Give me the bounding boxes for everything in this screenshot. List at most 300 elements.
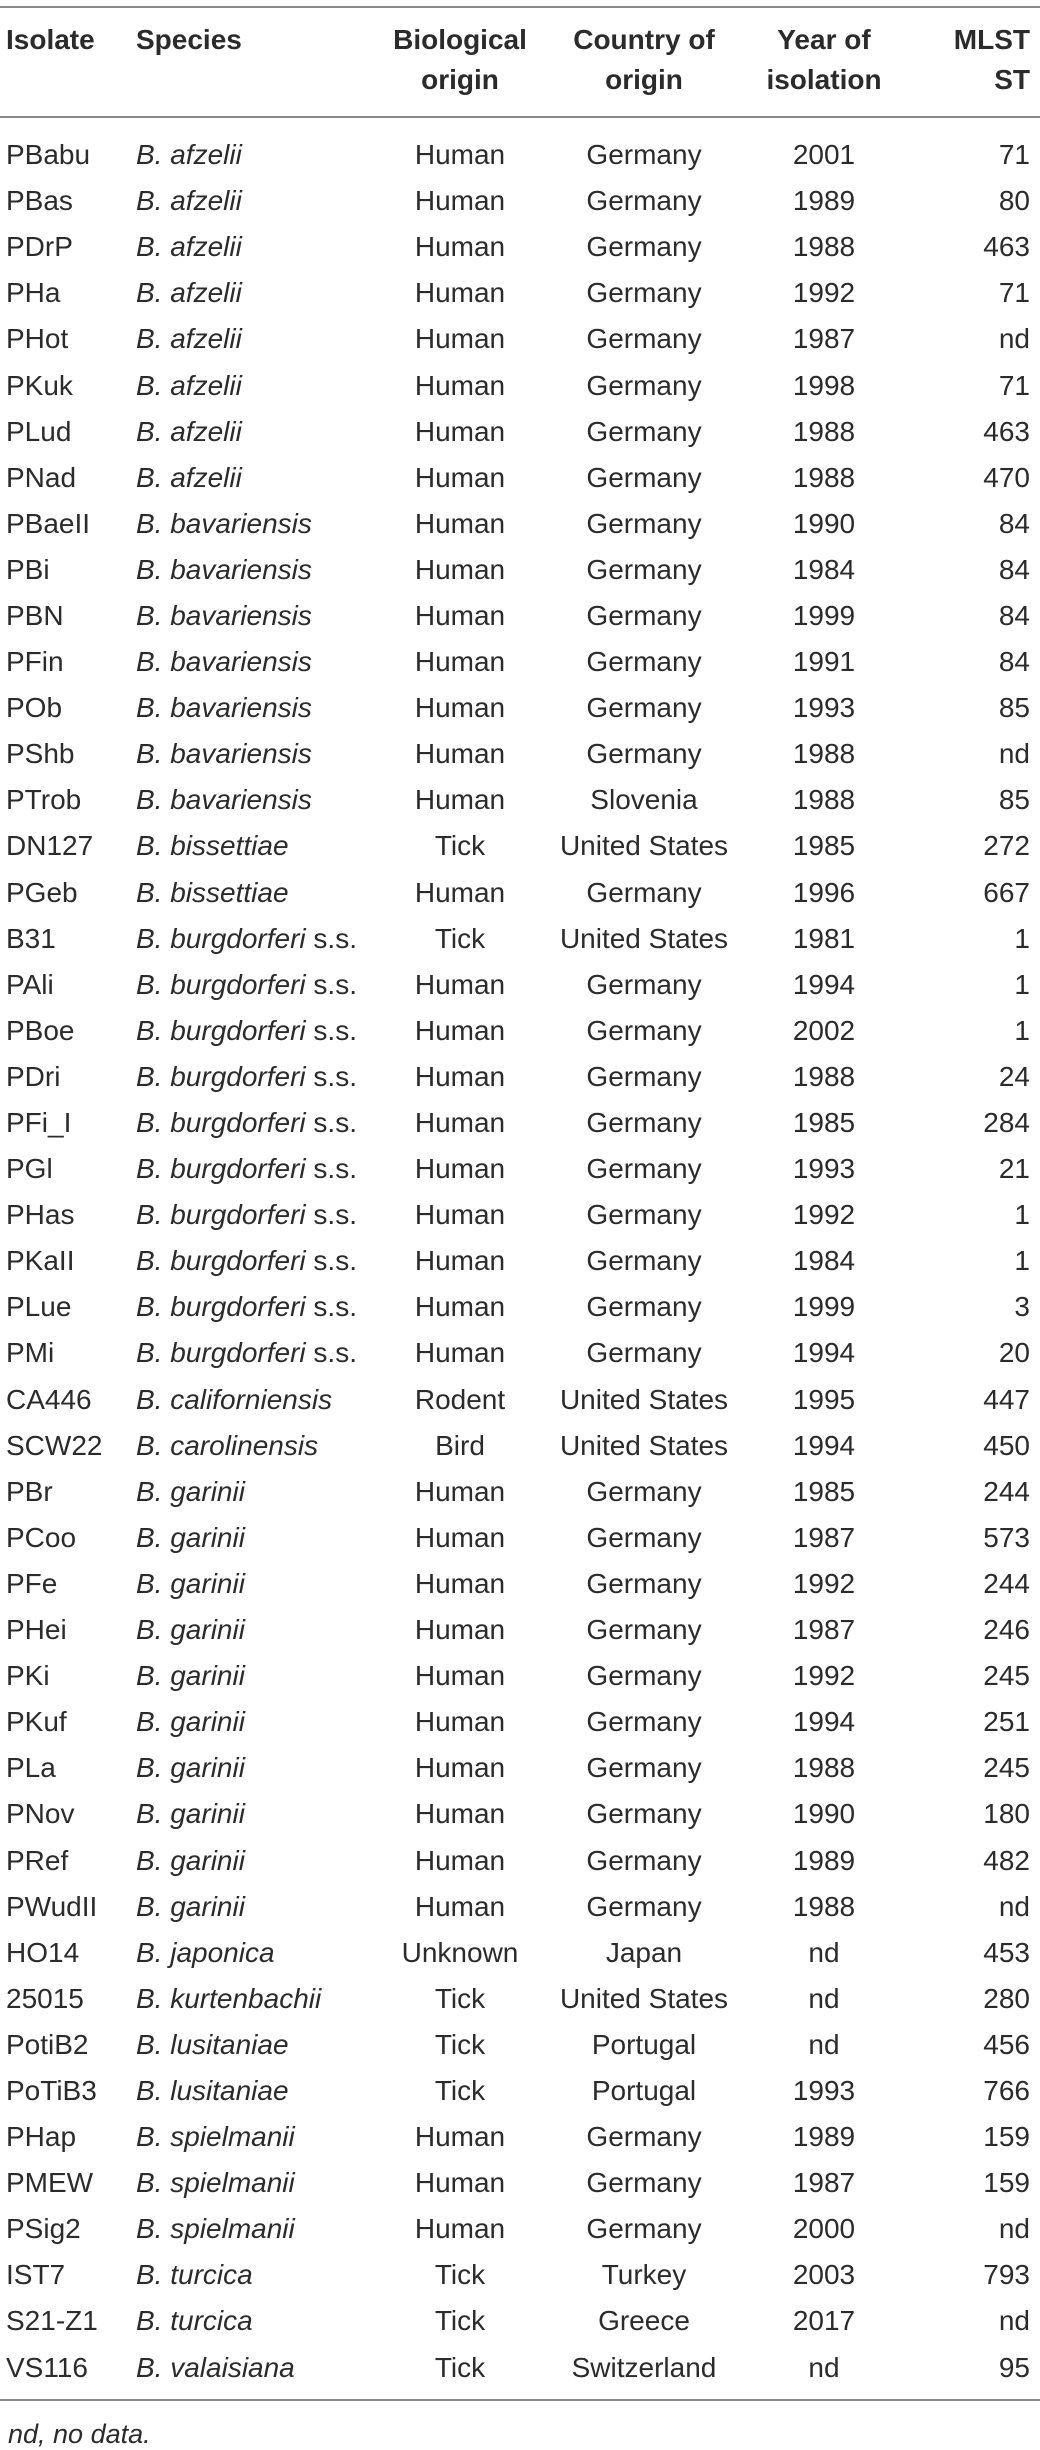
biological-origin-cell: Human — [414, 692, 506, 724]
biological-origin-cell: Human — [414, 1798, 506, 1830]
table-row — [0, 547, 1040, 593]
species-cell — [136, 1330, 380, 1376]
isolate-cell: PWudII — [6, 1890, 98, 1922]
isolate-cell: PDri — [6, 1060, 61, 1092]
species-suffix: s.s. — [305, 1337, 357, 1369]
biological-origin-cell: Human — [414, 1752, 506, 1784]
species-cell — [136, 1469, 380, 1515]
isolate-cell: PMi — [6, 1337, 55, 1369]
mlst-st-cell: 245 — [983, 1752, 1030, 1784]
year-cell: 1992 — [792, 277, 856, 309]
species-cell — [136, 1100, 380, 1146]
species-name: B. kurtenbachii — [136, 1982, 322, 2014]
country-cell: Germany — [586, 185, 702, 217]
year-cell: nd — [748, 2345, 900, 2400]
biological-origin-cell: Human — [414, 1706, 506, 1738]
year-cell: 1988 — [792, 1890, 856, 1922]
isolate-cell: DN127 — [6, 830, 94, 862]
isolate-cell: PKuk — [6, 369, 73, 401]
biological-origin-cell: Human — [414, 1153, 506, 1185]
species-name: B. burgdorferi — [136, 1199, 306, 1231]
table-row — [0, 639, 1040, 685]
year-cell: 2000 — [792, 2213, 856, 2245]
species-cell — [136, 1192, 380, 1238]
biological-origin-cell: Human — [414, 507, 506, 539]
country-cell: Germany — [586, 553, 702, 585]
isolate-cell: PBN — [6, 599, 64, 631]
species-name: B. burgdorferi — [136, 1337, 306, 1369]
species-name: B. afzelii — [136, 139, 242, 171]
species-cell — [136, 1377, 380, 1423]
species-name: B. afzelii — [136, 461, 242, 493]
year-cell: 1996 — [792, 876, 856, 908]
table-row — [0, 685, 1040, 731]
mlst-st-cell: 667 — [983, 876, 1030, 908]
isolate-cell: PHei — [6, 1614, 67, 1646]
mlst-st-cell: 24 — [998, 1060, 1030, 1092]
country-cell: Portugal — [591, 2028, 697, 2060]
mlst-st-cell: 1 — [1014, 1014, 1030, 1046]
year-cell: 1988 — [792, 231, 856, 263]
species-suffix: s.s. — [305, 968, 357, 1000]
mlst-st-cell: 1 — [1014, 922, 1030, 954]
species-name: B. spielmanii — [136, 2167, 295, 2199]
biological-origin-cell: Human — [414, 1890, 506, 1922]
mlst-st-cell: 463 — [983, 415, 1030, 447]
country-cell: Germany — [586, 2167, 702, 2199]
mlst-st-cell: 85 — [998, 692, 1030, 724]
table-row — [0, 1699, 1040, 1745]
country-cell: Slovenia — [590, 784, 698, 816]
table-row — [0, 1791, 1040, 1837]
country-cell: Germany — [586, 231, 702, 263]
isolate-cell: PMEW — [6, 2167, 94, 2199]
mlst-st-cell: 159 — [983, 2121, 1030, 2153]
biological-origin-cell: Human — [414, 185, 506, 217]
biological-origin-cell: Human — [414, 2167, 506, 2199]
mlst-st-cell: 84 — [998, 507, 1030, 539]
species-cell — [136, 270, 380, 316]
species-suffix: s.s. — [305, 1199, 357, 1231]
isolate-cell: PKaII — [6, 1245, 75, 1277]
biological-origin-cell: Bird — [435, 1429, 485, 1461]
year-cell: 1999 — [792, 599, 856, 631]
table-header-row — [0, 7, 1040, 117]
table-row — [0, 270, 1040, 316]
mlst-st-cell: 251 — [983, 1706, 1030, 1738]
species-cell — [136, 2160, 380, 2206]
species-cell — [136, 117, 380, 178]
mlst-st-cell: 84 — [998, 646, 1030, 678]
table-row — [0, 1330, 1040, 1376]
isolate-cell: PFin — [6, 646, 64, 678]
table-row — [0, 916, 1040, 962]
country-cell: Germany — [586, 2121, 702, 2153]
species-name: B. burgdorferi — [136, 968, 306, 1000]
table-row — [0, 2068, 1040, 2114]
biological-origin-cell: Human — [414, 277, 506, 309]
country-cell: Germany — [586, 507, 702, 539]
species-suffix: s.s. — [305, 1245, 357, 1277]
isolate-cell: PShb — [6, 738, 75, 770]
country-cell: Germany — [586, 646, 702, 678]
biological-origin-cell: Human — [414, 1199, 506, 1231]
species-name: B. bissettiae — [136, 876, 289, 908]
table-row — [0, 1561, 1040, 1607]
year-cell: 1999 — [792, 1291, 856, 1323]
species-name: B. californiensis — [136, 1383, 333, 1415]
country-cell: Germany — [586, 1567, 702, 1599]
biological-origin-cell: Human — [414, 415, 506, 447]
isolate-cell: PHa — [6, 277, 61, 309]
biological-origin-cell: Human — [414, 2121, 506, 2153]
table-row — [0, 1469, 1040, 1515]
species-cell — [136, 962, 380, 1008]
biological-origin-cell: Human — [414, 1245, 506, 1277]
mlst-st-cell: nd — [998, 2213, 1030, 2245]
biological-origin-cell: Rodent — [414, 1383, 506, 1415]
year-cell: 1987 — [792, 2167, 856, 2199]
isolate-cell: PGl — [6, 1153, 53, 1185]
species-cell — [136, 1837, 380, 1883]
mlst-st-cell: 20 — [998, 1337, 1030, 1369]
mlst-st-cell: 180 — [983, 1798, 1030, 1830]
species-cell — [136, 362, 380, 408]
year-cell: 1985 — [792, 830, 856, 862]
species-cell — [136, 455, 380, 501]
year-cell: 1993 — [792, 2074, 856, 2106]
species-name: B. afzelii — [136, 231, 242, 263]
mlst-st-cell: 280 — [983, 1982, 1030, 2014]
country-cell: Germany — [586, 369, 702, 401]
year-cell: 2003 — [792, 2259, 856, 2291]
isolate-cell: IST7 — [6, 2259, 66, 2291]
table-row — [0, 1423, 1040, 1469]
species-name: B. turcica — [136, 2259, 253, 2291]
year-cell: nd — [808, 1936, 840, 1968]
species-name: B. garinii — [136, 1706, 245, 1738]
species-cell — [136, 1284, 380, 1330]
mlst-st-cell: 453 — [983, 1936, 1030, 1968]
species-cell — [136, 731, 380, 777]
isolate-cell: VS116 — [0, 2345, 136, 2400]
biological-origin-cell: Human — [414, 599, 506, 631]
country-cell: United States — [559, 922, 729, 954]
country-cell: Germany — [586, 1890, 702, 1922]
year-cell: 2001 — [792, 139, 856, 171]
biological-origin-cell: Human — [414, 1337, 506, 1369]
year-cell: 1988 — [792, 415, 856, 447]
country-cell: Germany — [586, 599, 702, 631]
biological-origin-cell: Human — [414, 553, 506, 585]
table-row — [0, 1976, 1040, 2022]
table-row — [0, 224, 1040, 270]
year-cell: 1992 — [792, 1199, 856, 1231]
mlst-st-cell: 245 — [983, 1660, 1030, 1692]
isolate-cell: PBaeII — [6, 507, 91, 539]
species-cell — [136, 409, 380, 455]
country-cell: Greece — [598, 2305, 690, 2337]
isolate-cell: PLue — [6, 1291, 72, 1323]
isolate-cell: PFi_I — [6, 1107, 72, 1139]
species-cell — [136, 1884, 380, 1930]
biological-origin-cell: Tick — [434, 1982, 486, 2014]
table-row — [0, 2345, 1040, 2400]
year-cell: 1988 — [792, 1752, 856, 1784]
biological-origin-cell: Human — [414, 1521, 506, 1553]
table-row — [0, 1146, 1040, 1192]
isolate-cell: SCW22 — [6, 1429, 103, 1461]
year-cell: 1994 — [792, 968, 856, 1000]
year-cell: 1989 — [792, 1844, 856, 1876]
country-cell: United States — [559, 830, 729, 862]
mlst-st-cell: 482 — [983, 1844, 1030, 1876]
table-row — [0, 1054, 1040, 1100]
mlst-st-cell: 447 — [983, 1383, 1030, 1415]
species-cell — [136, 547, 380, 593]
isolate-cell: PBi — [6, 553, 50, 585]
species-name: B. bavariensis — [136, 507, 312, 539]
biological-origin-cell: Tick — [434, 2305, 486, 2337]
species-cell — [136, 178, 380, 224]
biological-origin-cell: Tick — [434, 2259, 486, 2291]
species-name: B. lusitaniae — [136, 2074, 289, 2106]
biological-origin-cell: Human — [414, 1060, 506, 1092]
species-cell — [136, 2298, 380, 2344]
biological-origin-cell: Human — [414, 1567, 506, 1599]
country-cell: Germany — [586, 1199, 702, 1231]
year-cell: 1987 — [792, 1521, 856, 1553]
species-name: B. garinii — [136, 1752, 245, 1784]
species-name: B. japonica — [136, 1936, 275, 1968]
isolate-cell: PRef — [6, 1844, 69, 1876]
mlst-st-cell: 1 — [1014, 1199, 1030, 1231]
species-name: B. garinii — [136, 1798, 245, 1830]
mlst-st-cell: 84 — [998, 599, 1030, 631]
mlst-st-cell: nd — [998, 2305, 1030, 2337]
isolate-cell: PKi — [6, 1660, 50, 1692]
species-name: B. afzelii — [136, 415, 242, 447]
country-cell: Germany — [586, 1752, 702, 1784]
country-cell: Germany — [586, 1798, 702, 1830]
table-row — [0, 117, 1040, 178]
isolate-cell: CA446 — [6, 1383, 92, 1415]
isolate-cell: PNov — [6, 1798, 75, 1830]
species-name: B. bavariensis — [136, 646, 312, 678]
year-cell: 1995 — [792, 1383, 856, 1415]
species-name: B. turcica — [136, 2305, 253, 2337]
isolate-cell: HO14 — [6, 1936, 80, 1968]
species-cell — [136, 1699, 380, 1745]
biological-origin-cell: Human — [414, 1614, 506, 1646]
isolate-cell: PTrob — [6, 784, 82, 816]
country-cell: Germany — [586, 1153, 702, 1185]
species-name: B. bavariensis — [136, 599, 312, 631]
year-cell: 2017 — [792, 2305, 856, 2337]
year-cell: 1993 — [792, 692, 856, 724]
year-cell: 1989 — [792, 185, 856, 217]
country-cell: Turkey — [601, 2259, 687, 2291]
species-name: B. afzelii — [136, 369, 242, 401]
species-name: B. burgdorferi — [136, 1245, 306, 1277]
isolate-cell: PDrP — [6, 231, 73, 263]
mlst-st-cell: 1 — [1014, 1245, 1030, 1277]
biological-origin-cell: Tick — [380, 2345, 540, 2400]
biological-origin-cell: Human — [414, 646, 506, 678]
year-cell: 1994 — [792, 1337, 856, 1369]
table-row — [0, 1745, 1040, 1791]
biological-origin-cell: Unknown — [401, 1936, 519, 1968]
header-year-of-isolation: Year of isolation — [748, 7, 900, 117]
species-cell — [136, 316, 380, 362]
biological-origin-cell: Tick — [434, 830, 486, 862]
country-cell: Germany — [586, 1107, 702, 1139]
isolate-cell: PHas — [6, 1199, 75, 1231]
isolate-cell: PLud — [6, 415, 72, 447]
table-row — [0, 2298, 1040, 2344]
country-cell: Germany — [586, 1060, 702, 1092]
biological-origin-cell: Tick — [434, 922, 486, 954]
header-biological-origin: Biological origin — [380, 7, 540, 117]
species-name: B. lusitaniae — [136, 2028, 289, 2060]
country-cell: Germany — [586, 692, 702, 724]
mlst-st-cell: 470 — [983, 461, 1030, 493]
country-cell: Germany — [586, 1337, 702, 1369]
mlst-st-cell: 244 — [983, 1475, 1030, 1507]
biological-origin-cell: Human — [414, 1014, 506, 1046]
biological-origin-cell: Human — [414, 139, 506, 171]
country-cell: Germany — [586, 415, 702, 447]
mlst-st-cell: 456 — [983, 2028, 1030, 2060]
country-cell: Germany — [586, 277, 702, 309]
table-row — [0, 178, 1040, 224]
table-row — [0, 1008, 1040, 1054]
species-name: B. valaisiana — [136, 2351, 295, 2383]
isolate-cell: PAli — [6, 968, 54, 1000]
biological-origin-cell: Tick — [434, 2074, 486, 2106]
isolate-cell: PGeb — [6, 876, 78, 908]
isolate-cell: PNad — [6, 461, 77, 493]
species-cell — [136, 916, 380, 962]
country-cell: Germany — [586, 1014, 702, 1046]
species-name: B. burgdorferi — [136, 922, 306, 954]
biological-origin-cell: Human — [414, 738, 506, 770]
species-name: B. garinii — [136, 1890, 245, 1922]
species-cell — [136, 1515, 380, 1561]
country-cell: Germany — [586, 461, 702, 493]
isolate-cell: PSig2 — [6, 2213, 81, 2245]
header-mlst-st: MLST ST — [900, 7, 1040, 117]
year-cell: 1990 — [792, 1798, 856, 1830]
mlst-st-cell: 244 — [983, 1567, 1030, 1599]
country-cell: Germany — [586, 1614, 702, 1646]
year-cell: nd — [808, 1982, 840, 2014]
species-name: B. afzelii — [136, 323, 242, 355]
species-name: B. bavariensis — [136, 553, 312, 585]
species-cell — [136, 2068, 380, 2114]
species-cell — [136, 1745, 380, 1791]
table-row — [0, 1837, 1040, 1883]
table-row — [0, 2114, 1040, 2160]
country-cell: United States — [559, 1982, 729, 2014]
year-cell: 1992 — [792, 1567, 856, 1599]
species-name: B. carolinensis — [136, 1429, 319, 1461]
header-species: Species — [136, 7, 380, 117]
species-suffix: s.s. — [305, 1107, 357, 1139]
species-name: B. garinii — [136, 1614, 245, 1646]
mlst-st-cell: 71 — [998, 139, 1030, 171]
table-row — [0, 1653, 1040, 1699]
isolate-cell: 25015 — [6, 1982, 84, 2014]
mlst-st-cell: 284 — [983, 1107, 1030, 1139]
country-cell: Germany — [586, 1844, 702, 1876]
isolate-cell: B31 — [6, 922, 56, 954]
mlst-st-cell: 573 — [983, 1521, 1030, 1553]
mlst-st-cell: 246 — [983, 1614, 1030, 1646]
header-isolate: Isolate — [0, 7, 136, 117]
isolate-cell: PBoe — [6, 1014, 75, 1046]
species-name: B. burgdorferi — [136, 1291, 306, 1323]
species-cell — [136, 2022, 380, 2068]
year-cell: 1984 — [792, 1245, 856, 1277]
species-cell — [136, 593, 380, 639]
species-cell — [136, 1607, 380, 1653]
isolate-cell: PBas — [6, 185, 73, 217]
table-footnote: nd, no data. — [8, 2418, 151, 2449]
year-cell: 1988 — [792, 738, 856, 770]
year-cell: 1993 — [792, 1153, 856, 1185]
country-cell: Portugal — [591, 2074, 697, 2106]
biological-origin-cell: Human — [414, 876, 506, 908]
table-row — [0, 1515, 1040, 1561]
species-cell — [136, 2345, 380, 2400]
species-cell — [136, 639, 380, 685]
country-cell: Germany — [586, 1706, 702, 1738]
isolate-cell: PotiB2 — [6, 2028, 89, 2060]
species-name: B. bissettiae — [136, 830, 289, 862]
species-name: B. garinii — [136, 1567, 245, 1599]
year-cell: 1987 — [792, 1614, 856, 1646]
species-cell — [136, 2252, 380, 2298]
table-body — [0, 117, 1040, 2400]
table-row — [0, 731, 1040, 777]
biological-origin-cell: Human — [414, 461, 506, 493]
year-cell: 1988 — [792, 784, 856, 816]
country-cell: Germany — [586, 1475, 702, 1507]
table-row — [0, 2022, 1040, 2068]
year-cell: 1988 — [792, 1060, 856, 1092]
country-cell: Germany — [586, 738, 702, 770]
table-row — [0, 1238, 1040, 1284]
country-cell: Switzerland — [540, 2345, 748, 2400]
isolate-cell: PCoo — [6, 1521, 77, 1553]
table-row — [0, 1607, 1040, 1653]
biological-origin-cell: Human — [414, 1291, 506, 1323]
table-row — [0, 1930, 1040, 1976]
species-suffix: s.s. — [305, 1014, 357, 1046]
table-row — [0, 316, 1040, 362]
mlst-st-cell: 71 — [998, 369, 1030, 401]
species-suffix: s.s. — [305, 922, 357, 954]
year-cell: 2002 — [792, 1014, 856, 1046]
country-cell: Germany — [586, 323, 702, 355]
species-cell — [136, 501, 380, 547]
biological-origin-cell: Human — [414, 231, 506, 263]
mlst-st-cell: 272 — [983, 830, 1030, 862]
mlst-st-cell: 80 — [998, 185, 1030, 217]
species-name: B. garinii — [136, 1660, 245, 1692]
biological-origin-cell: Human — [414, 323, 506, 355]
